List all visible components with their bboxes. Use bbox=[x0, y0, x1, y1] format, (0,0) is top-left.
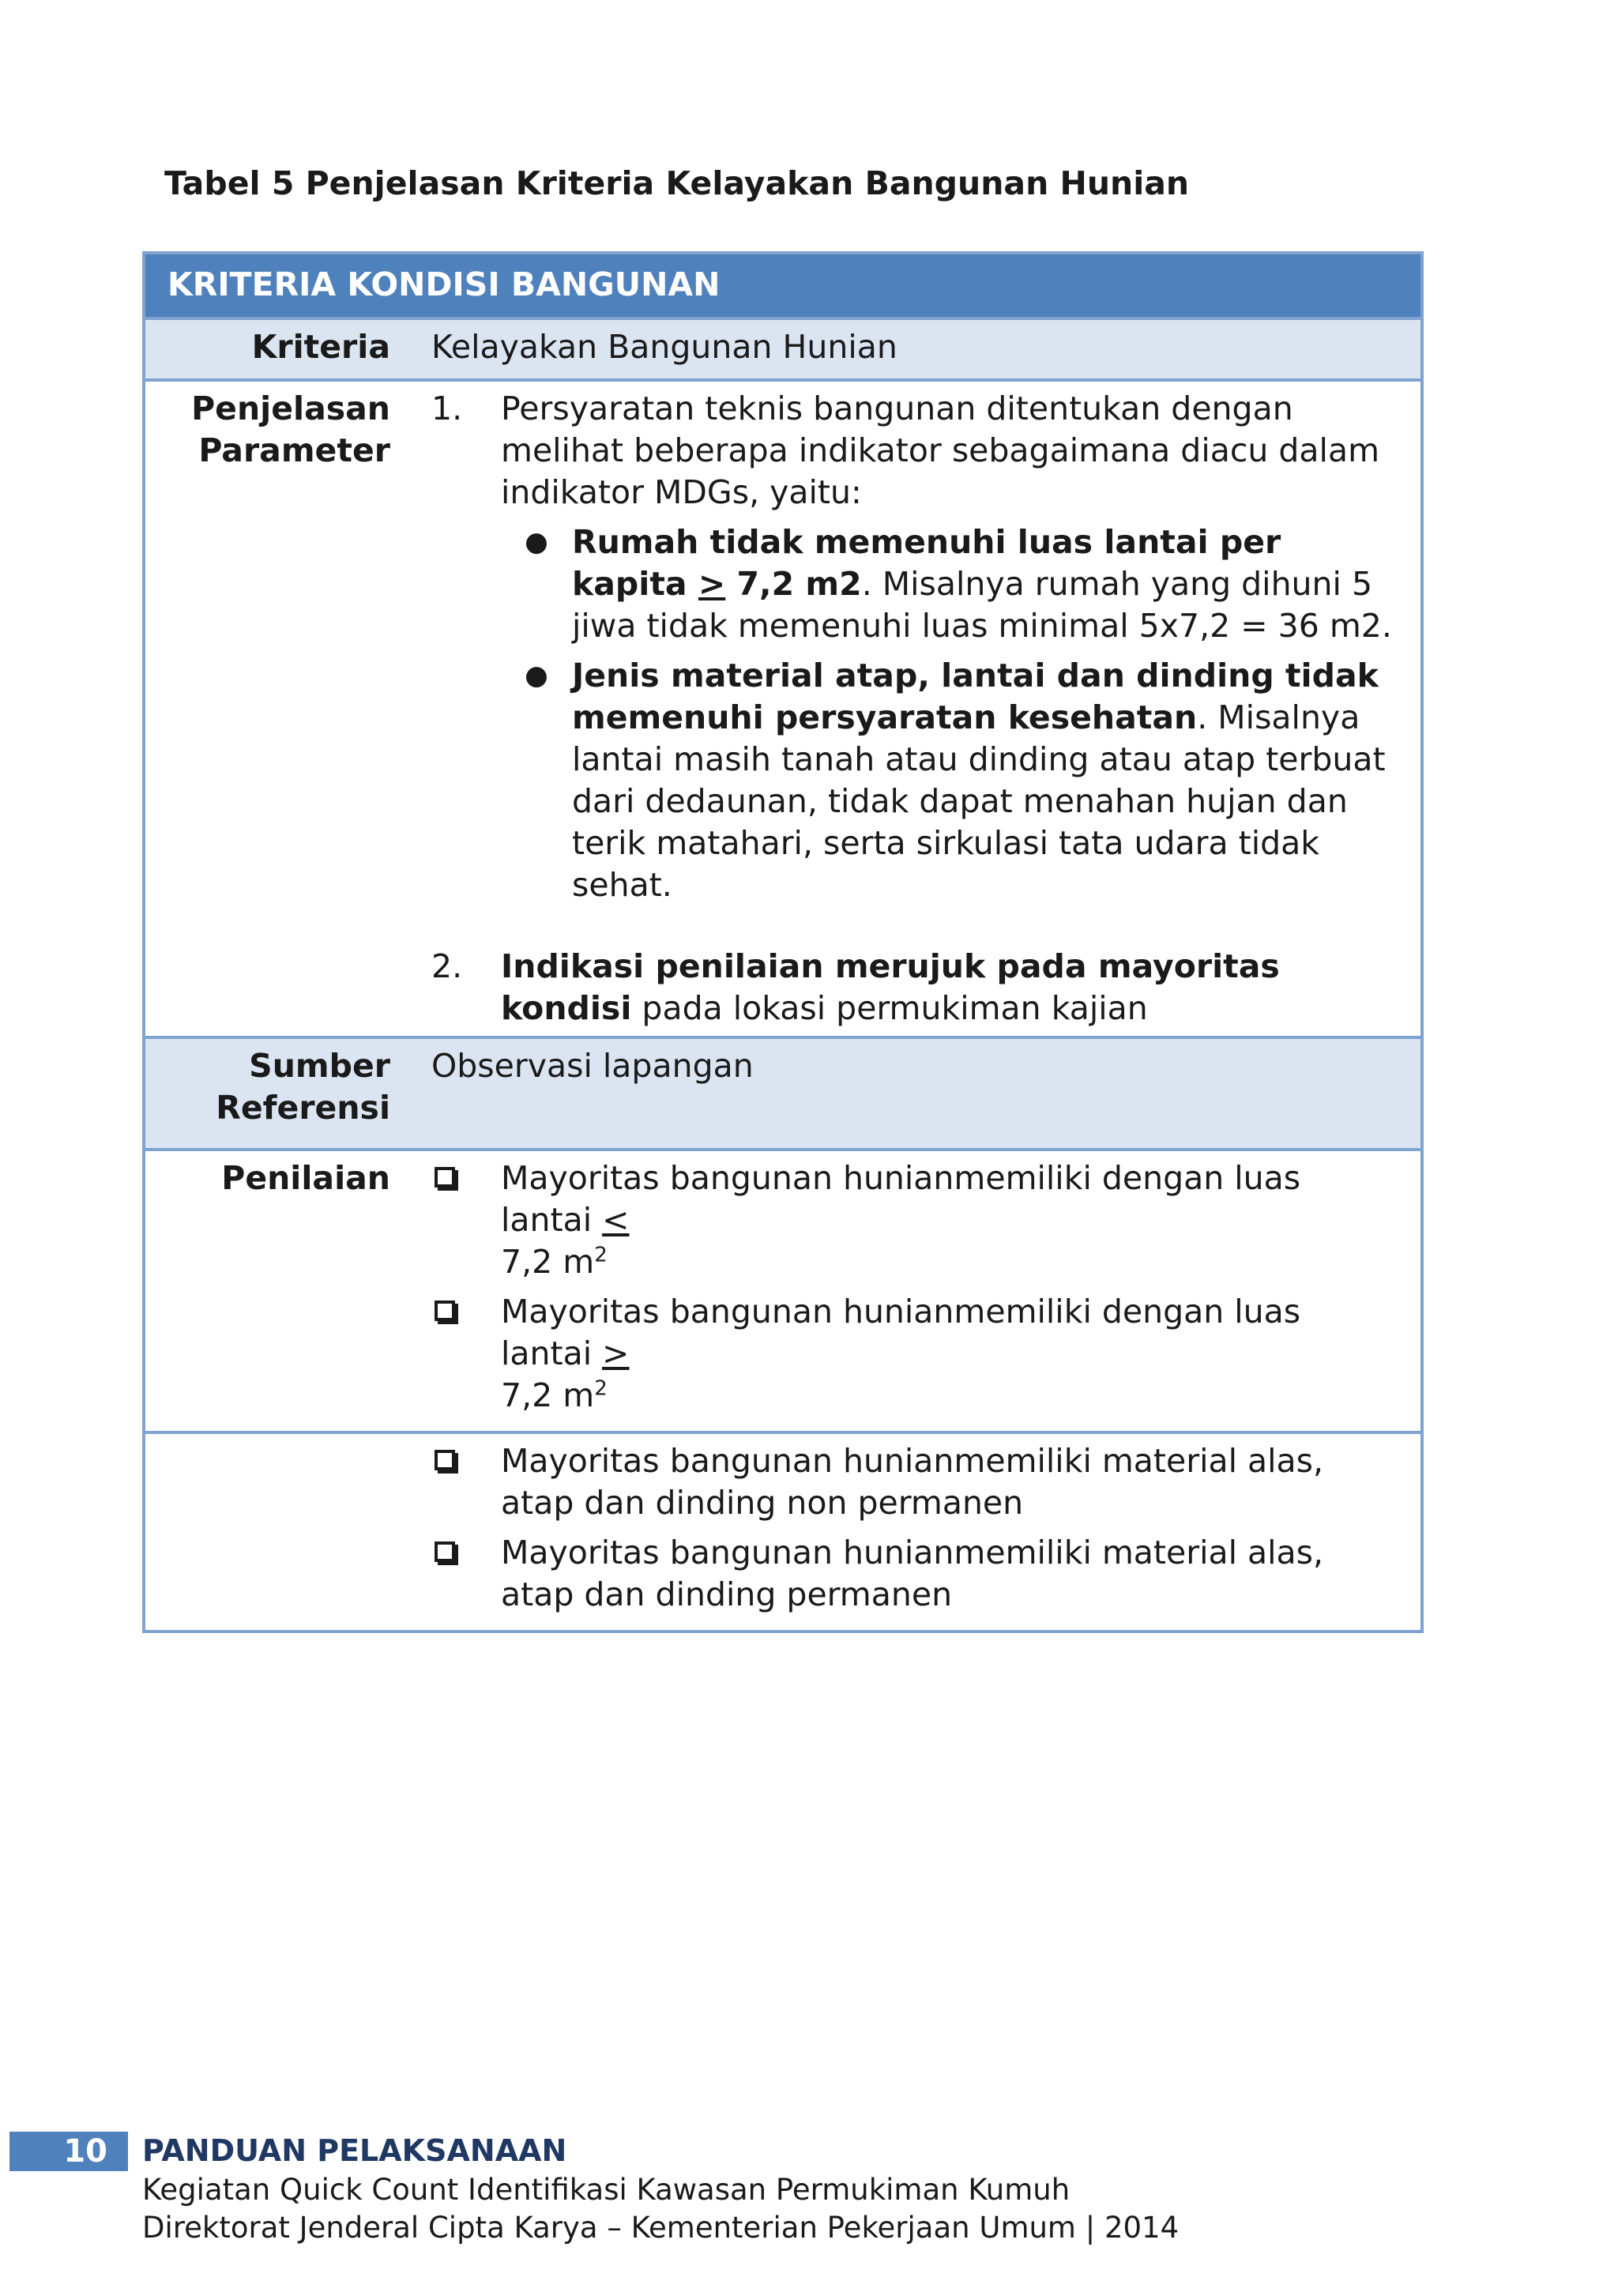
bullet-icon: ● bbox=[525, 526, 548, 558]
checkbox-icon bbox=[431, 1440, 501, 1524]
option-text: Mayoritas bangunan hunianmemiliki dengan luas lantai bbox=[501, 1159, 1301, 1239]
row-penilaian bbox=[145, 1148, 1420, 1431]
bullet-bold: Jenis material atap, lantai dan dinding tidak memenuhi persyaratan kesehatan bbox=[572, 657, 1379, 736]
option-2 bbox=[431, 1291, 1398, 1417]
footer-line-2: Direktorat Jenderal Cipta Karya – Kementerian Pekerjaan Umum | 2014 bbox=[142, 2211, 1180, 2245]
page-number: 10 bbox=[9, 2132, 128, 2171]
gte-symbol: > bbox=[698, 565, 726, 603]
table-caption: Tabel 5 Penjelasan Kriteria Kelayakan Bangunan Hunian bbox=[164, 164, 1190, 202]
table-header: KRITERIA KONDISI BANGUNAN bbox=[145, 254, 1420, 317]
item-bold: Indikasi penilaian merujuk pada mayoritas kondisi bbox=[501, 947, 1280, 1027]
penjelasan-label-line1: Penjelasan bbox=[191, 390, 390, 427]
penjelasan-label-line2: Parameter bbox=[198, 431, 390, 469]
option-value: 7,2 m bbox=[501, 1243, 595, 1281]
footer-line-1: Kegiatan Quick Count Identifikasi Kawasan Permukiman Kumuh bbox=[142, 2173, 1071, 2207]
checkbox-icon bbox=[431, 1532, 501, 1616]
sumber-label-line1: Sumber bbox=[249, 1047, 390, 1085]
superscript: 2 bbox=[594, 1243, 608, 1267]
penjelasan-value bbox=[390, 382, 1420, 1036]
option-value: 7,2 m bbox=[501, 1376, 595, 1414]
option-text: Mayoritas bangunan hunianmemiliki dengan luas lantai bbox=[501, 1293, 1301, 1372]
footer-title: PANDUAN PELAKSANAAN bbox=[142, 2133, 567, 2168]
kriteria-label: Kriteria bbox=[251, 328, 390, 366]
material-options bbox=[390, 1434, 1420, 1630]
superscript: 2 bbox=[594, 1376, 608, 1401]
bullet-bold-2: 7,2 m2 bbox=[725, 565, 862, 603]
option-3 bbox=[431, 1440, 1398, 1524]
checkbox-icon bbox=[431, 1291, 501, 1417]
numbered-item-2 bbox=[431, 946, 1398, 1029]
bullet-item-1 bbox=[501, 521, 1398, 647]
option-text: Mayoritas bangunan hunianmemiliki material alas, atap dan dinding permanen bbox=[501, 1534, 1324, 1613]
lte-symbol: < bbox=[602, 1201, 630, 1239]
option-1 bbox=[431, 1157, 1398, 1283]
row-sumber bbox=[145, 1036, 1420, 1148]
gte-symbol: > bbox=[602, 1334, 630, 1372]
item-text: Persyaratan teknis bangunan ditentukan dengan melihat beberapa indikator sebagaimana diacu dalam indikator MDGs, yaitu: bbox=[501, 390, 1380, 511]
bullet-text: . Misalnya rumah yang dihuni 5 jiwa tidak memenuhi luas minimal 5x7,2 = 36 m2. bbox=[572, 565, 1392, 645]
bullet-icon: ● bbox=[525, 660, 548, 691]
row-kriteria bbox=[145, 317, 1420, 378]
row-penilaian-material bbox=[145, 1431, 1420, 1630]
bullet-text: . Misalnya lantai masih tanah atau dinding atau atap terbuat dari dedaunan, tidak dapat menahan hujan dan terik matahari, serta sirkulasi tata udara tidak sehat. bbox=[572, 698, 1386, 904]
item-number: 1. bbox=[431, 390, 463, 427]
bullet-item-2 bbox=[501, 655, 1398, 906]
checkbox-icon bbox=[431, 1157, 501, 1283]
numbered-item-1 bbox=[431, 388, 1398, 906]
sumber-value: Observasi lapangan bbox=[431, 1047, 754, 1085]
bullet-bold: Rumah tidak memenuhi luas lantai per kapita bbox=[572, 523, 1281, 603]
option-4 bbox=[431, 1532, 1398, 1616]
penilaian-value bbox=[390, 1151, 1420, 1431]
penilaian-label: Penilaian bbox=[221, 1159, 390, 1197]
kriteria-value: Kelayakan Bangunan Hunian bbox=[431, 328, 897, 366]
criteria-table bbox=[142, 251, 1424, 1633]
sumber-label-line2: Referensi bbox=[216, 1089, 390, 1127]
row-penjelasan bbox=[145, 378, 1420, 1036]
sumber-label bbox=[145, 1039, 390, 1148]
item-number: 2. bbox=[431, 947, 463, 985]
penjelasan-label bbox=[145, 382, 390, 1036]
option-text: Mayoritas bangunan hunianmemiliki material alas, atap dan dinding non permanen bbox=[501, 1442, 1324, 1522]
item-text: pada lokasi permukiman kajian bbox=[631, 989, 1148, 1027]
